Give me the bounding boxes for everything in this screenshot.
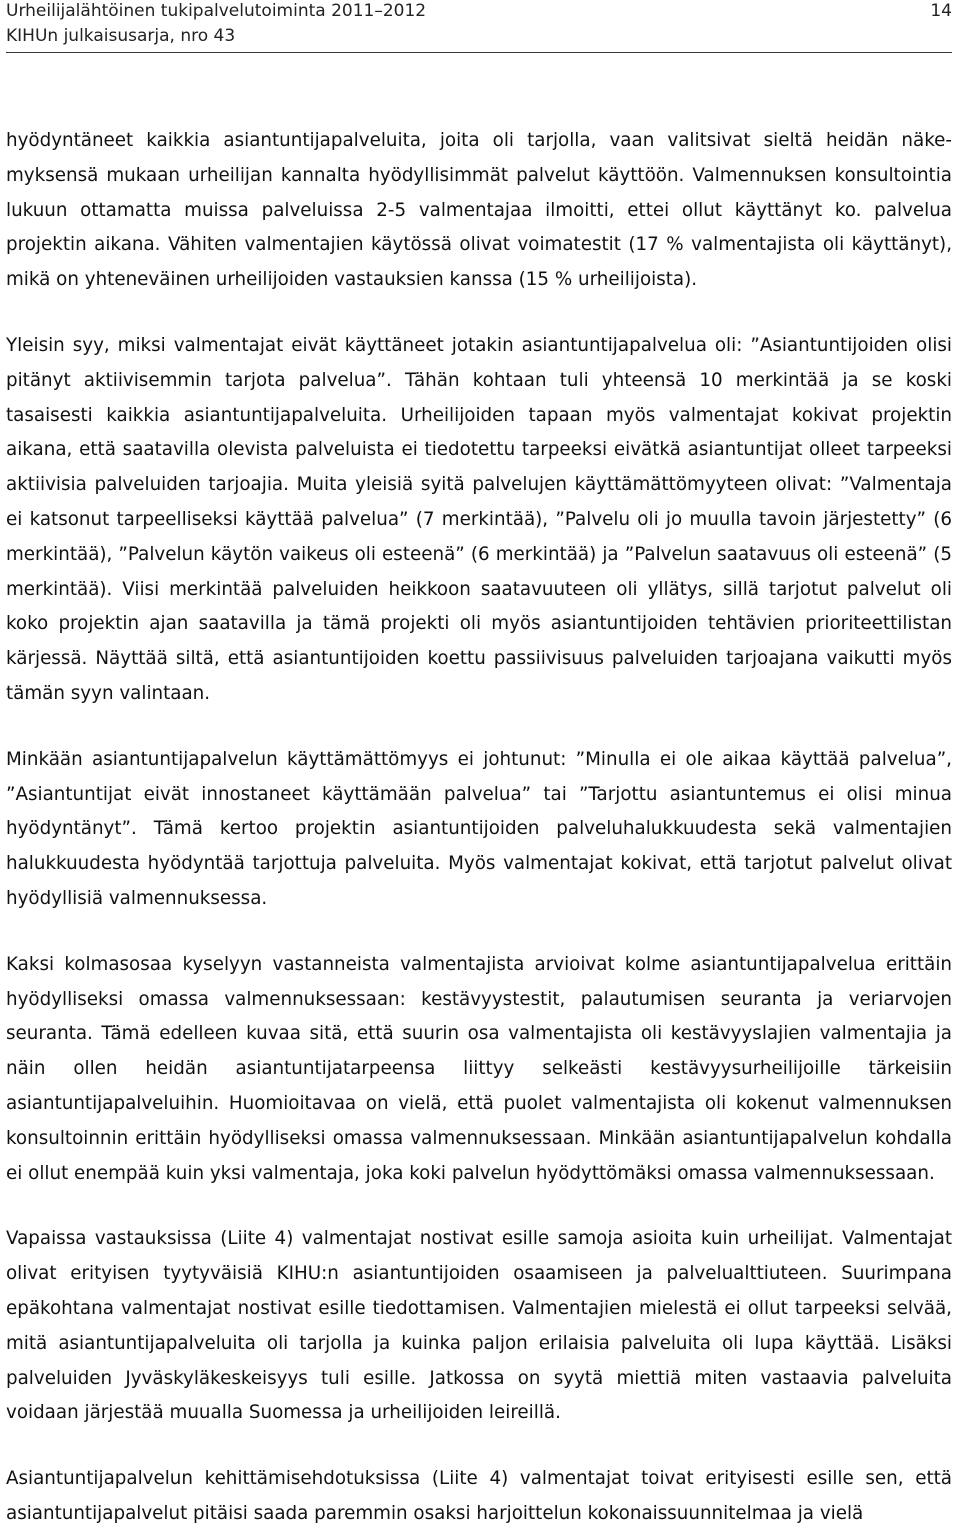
paragraph-usefulness: Kaksi kolmasosaa kyselyyn vastanneista valmentajista arvioivat kolme asiantuntijapalvelua erittäin hyödylliseksi omassa valmennuksessaan: kestävyystestit, palautumisen seuranta ja veriarvojen seuranta. Tämä edelleen kuvaa sitä, että suurin osa valmentajista oli kestävyyslajien valmentajia ja näin ollen heidän asiantuntijatarpeensa liittyy selkeästi kestävyysurheilijoille tärkeisiin asiantuntijapalveluihin. Huomioitavaa on vielä, että puolet valmentajista oli kokenut valmennuksen konsultoinnin erittäin hyödylliseksi omassa valmennuksessaan. Minkään asiantuntijapalvelun kohdalla ei ollut enempää kuin yksi valmentaja, joka koki palvelun hyödyttömäksi omassa valmennuksessaan. [6,953,952,1184]
paragraph-free-answers: Vapaissa vastauksissa (Liite 4) valmentajat nostivat esille samoja asioita kuin urheilijat. Valmentajat olivat erityisen tyytyväisiä KIHU:n asiantuntijoiden osaamiseen ja palvelualttiuteen. Suurimpana epäkohtana valmentajat nostivat esille tiedottamisen. Valmentajien mielestä ei ollut tarpeeksi selvää, mitä asiantuntijapalveluita oli tarjolla ja kuinka paljon erilaisia palveluita oli lupa käyttää. Lisäksi palveluiden Jyväskyläkeskeisyys tuli esille. Jatkossa on syytä miettiä miten vastaavia palveluita voidaan järjestää muualla Suomessa ja urheilijoiden leireillä. [6,1228,952,1424]
body-text [6,124,952,1532]
page-header [6,0,952,53]
series-label: KIHUn julkaisusarja, nro 43 [6,26,236,46]
paragraph-development: Asiantuntijapalvelun kehittämisehdotuksissa (Liite 4) valmentajat toivat erityisesti esille sen, että asiantuntijapalvelut pitäisi saada paremmin osaksi harjoittelun kokonaissuunnitelmaa ja vielä [6,1468,952,1524]
paragraph-usage: hyödyntäneet kaikkia asiantuntijapalveluita, joita oli tarjolla, vaan valitsivat sieltä heidän näkemyksensä mukaan urheilijan kannalta hyödyllisimmät palvelut käyttöön. Valmennuksen konsultointia lukuun ottamatta muissa palveluissa 2-5 valmentajaa ilmoitti, ettei ollut käyttänyt ko. palvelua projektin aikana. Vähiten valmentajien käytössä olivat voimatestit (17 % valmentajista oli käyttänyt), mikä on yhteneväinen urheilijoiden vastauksien kanssa (15 % urheilijoista). [6,130,952,291]
paragraph-non-reasons: Minkään asiantuntijapalvelun käyttämättömyys ei johtunut: ”Minulla ei ole aikaa käyttää palvelua”, ”Asiantuntijat eivät innostaneet käyttämään palvelua” tai ”Tarjottu asiantuntemus ei olisi minua hyödyntänyt”. Tämä kertoo projektin asiantuntijoiden palveluhalukkuudesta sekä valmentajien halukkuudesta hyödyntää tarjottuja palveluita. Myös valmentajat kokivat, että tarjotut palvelut olivat hyödyllisiä valmennuksessa. [6,748,952,909]
paragraph-reasons: Yleisin syy, miksi valmentajat eivät käyttäneet jotakin asiantuntijapalvelua oli: ”Asiantuntijoiden olisi pitänyt aktiivisemmin tarjota palvelua”. Tähän kohtaan tuli yhteensä 10 merkintää ja se koski tasaisesti kaikkia asiantuntijapalveluita. Urheilijoiden tapaan myös valmentajat kokivat projektin aikana, että saatavilla olevista palveluista ei tiedotettu tarpeeksi eivätkä asiantuntijat olleet tarpeeksi aktiivisia palveluiden tarjoajia. Muita yleisiä syitä palvelujen käyttämättömyyteen olivat: ”Valmentaja ei katsonut tarpeelliseksi käyttää palvelua” (7 merkintää), ”Palvelu oli jo muulla tavoin järjestetty” (6 merkintää), ”Palvelun käytön vaikeus oli esteenä” (6 merkintää) ja ”Palvelun saatavuus oli esteenä” (5 merkintää). Viisi merkintää palveluiden heikkoon saatavuuteen oli yllätys, sillä tarjotut palvelut oli koko projektin ajan saatavilla ja tämä projekti oli myös asiantuntijoiden tehtävien prioriteettilistan kärjessä. Näyttää siltä, että asiantuntijoiden koettu passiivisuus palveluiden tarjoajana vaikutti myös tämän syyn valintaan. [6,334,952,704]
page-number: 14 [930,1,952,21]
publication-title: Urheilijalähtöinen tukipalvelutoiminta 2011–2012 [6,1,427,21]
